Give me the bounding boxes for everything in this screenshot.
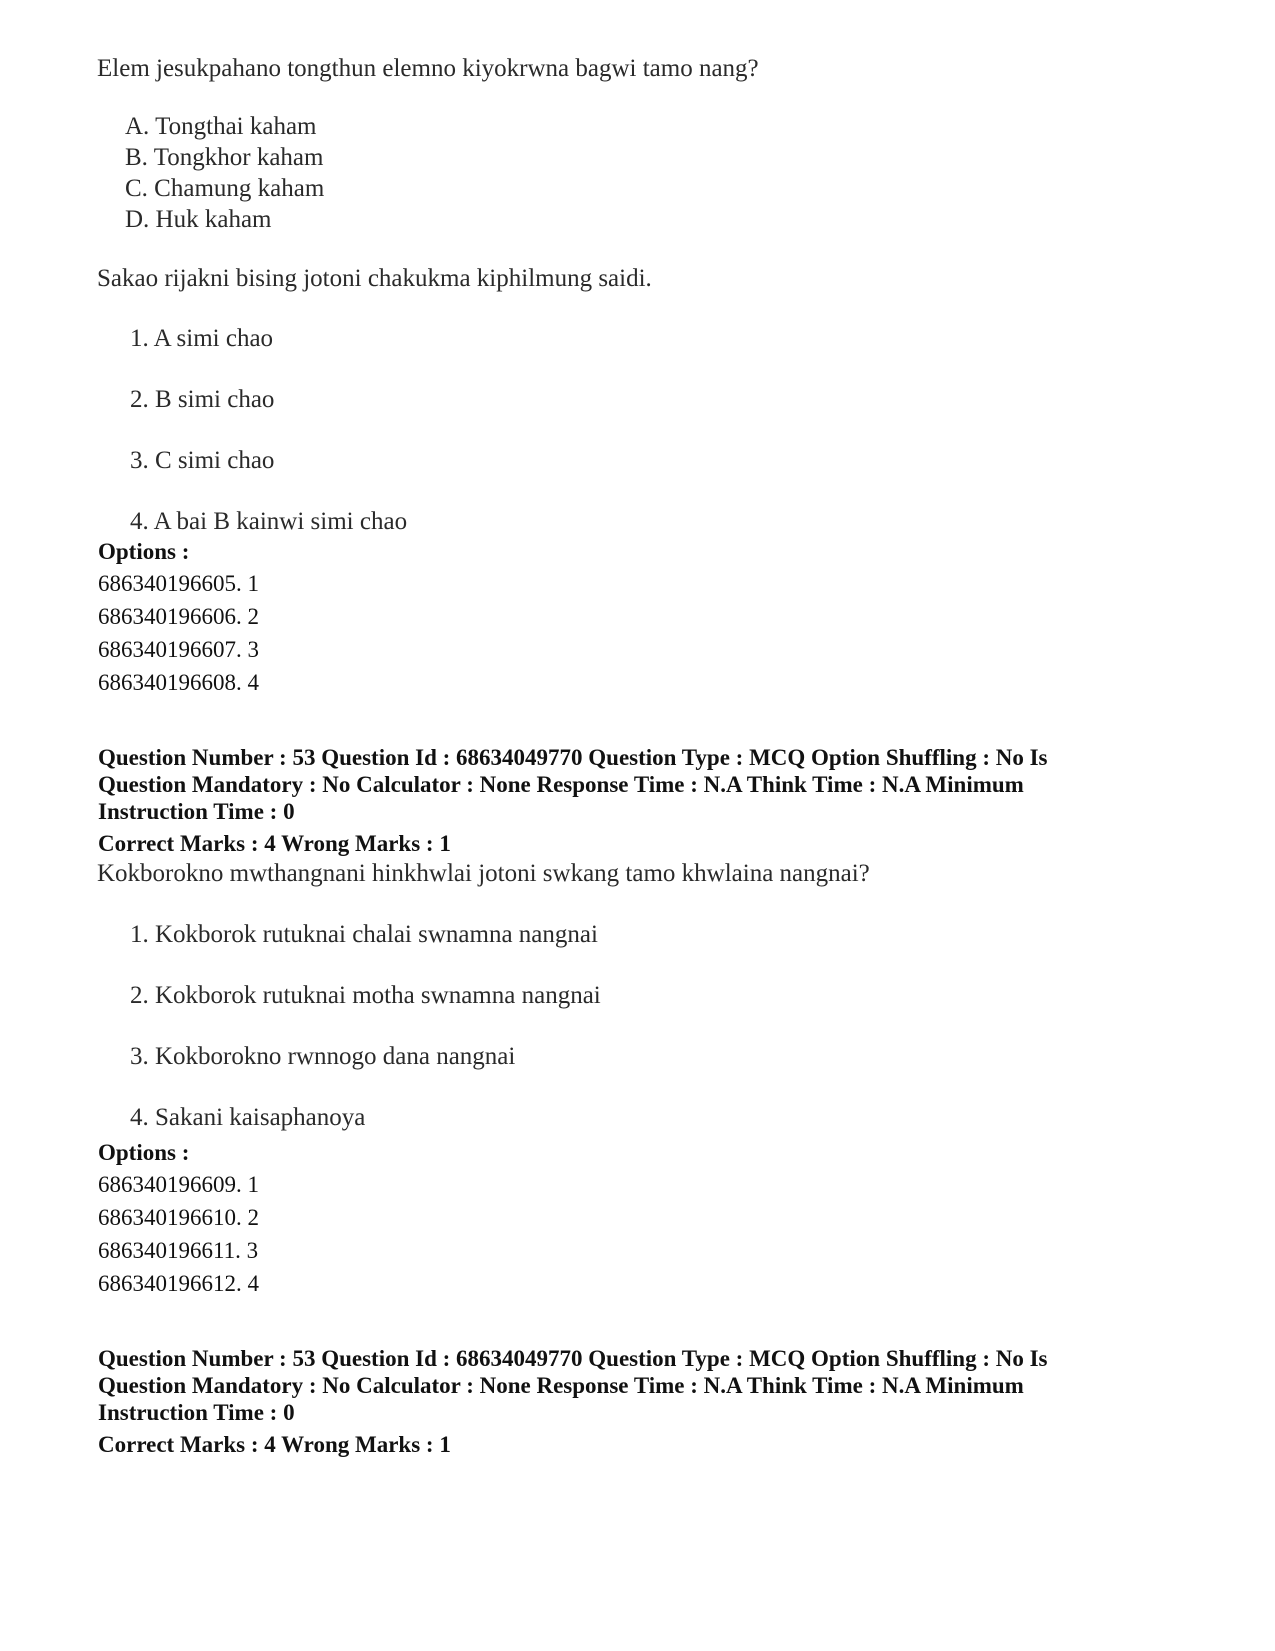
choice-d: D. Huk kaham (125, 206, 272, 233)
option-row: 686340196610. 2 (98, 1205, 259, 1230)
question-meta (98, 744, 1198, 825)
answer-1: 1. Kokborok rutuknai chalai swnamna nangnai (130, 921, 598, 948)
meta-line: Question Number : 53 Question Id : 68634049770 Question Type : MCQ Option Shuffling : No Is (98, 745, 1048, 770)
option-row: 686340196605. 1 (98, 571, 259, 596)
meta-line: Instruction Time : 0 (98, 799, 295, 824)
options-label: Options : (98, 1140, 190, 1165)
meta-line: Question Mandatory : No Calculator : None Response Time : N.A Think Time : N.A Minimum (98, 772, 1024, 797)
question-text: Elem jesukpahano tongthun elemno kiyokrwna bagwi tamo nang? (97, 55, 759, 82)
option-row: 686340196606. 2 (98, 604, 259, 629)
options-label: Options : (98, 539, 190, 564)
choice-c: C. Chamung kaham (125, 175, 325, 202)
answer-2: 2. Kokborok rutuknai motha swnamna nangnai (130, 982, 601, 1009)
option-row: 686340196608. 4 (98, 670, 259, 695)
option-row: 686340196609. 1 (98, 1172, 259, 1197)
choice-a: A. Tongthai kaham (125, 113, 317, 140)
answer-4: 4. A bai B kainwi simi chao (130, 508, 408, 535)
meta-line: Instruction Time : 0 (98, 1400, 295, 1425)
marks-line: Correct Marks : 4 Wrong Marks : 1 (98, 1432, 451, 1457)
answer-1: 1. A simi chao (130, 325, 274, 352)
option-row: 686340196607. 3 (98, 637, 259, 662)
answer-2: 2. B simi chao (130, 386, 275, 413)
answer-4: 4. Sakani kaisaphanoya (130, 1104, 366, 1131)
meta-line: Question Mandatory : No Calculator : None Response Time : N.A Think Time : N.A Minimum (98, 1373, 1024, 1398)
instruction-text: Sakao rijakni bising jotoni chakukma kiphilmung saidi. (97, 265, 652, 292)
answer-3: 3. C simi chao (130, 447, 275, 474)
marks-line: Correct Marks : 4 Wrong Marks : 1 (98, 831, 451, 856)
option-row: 686340196611. 3 (98, 1238, 259, 1263)
choice-b: B. Tongkhor kaham (125, 144, 324, 171)
question-text: Kokborokno mwthangnani hinkhwlai jotoni swkang tamo khwlaina nangnai? (97, 860, 870, 887)
answer-3: 3. Kokborokno rwnnogo dana nangnai (130, 1043, 516, 1070)
question-meta (98, 1345, 1198, 1426)
meta-line: Question Number : 53 Question Id : 68634049770 Question Type : MCQ Option Shuffling : No Is (98, 1346, 1048, 1371)
option-row: 686340196612. 4 (98, 1271, 259, 1296)
